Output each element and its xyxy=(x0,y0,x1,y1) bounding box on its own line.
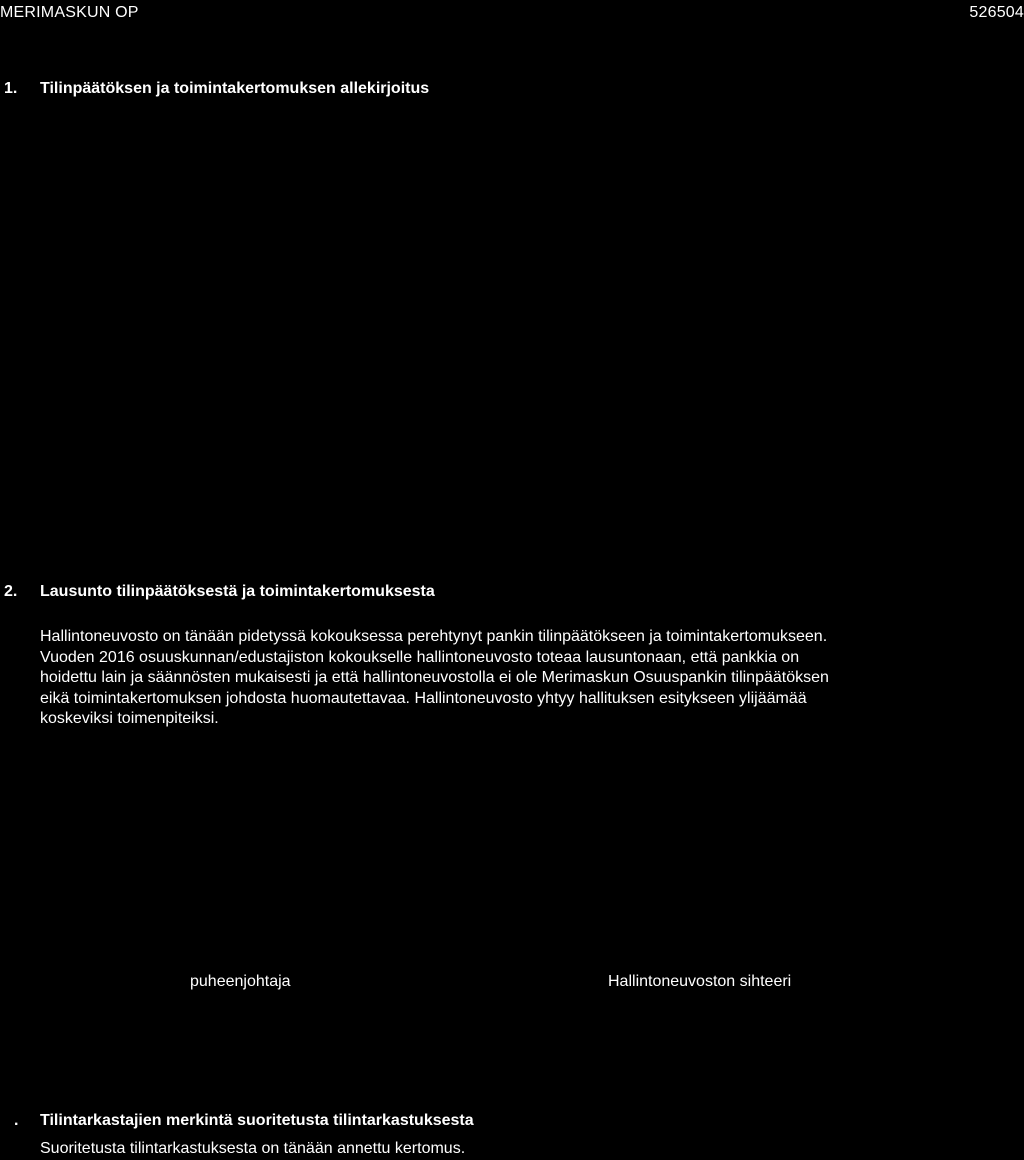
organization-name: MERIMASKUN OP xyxy=(0,4,139,21)
section-1-title: Tilinpäätöksen ja toimintakertomuksen allekirjoitus xyxy=(40,80,430,97)
section-2-paragraph xyxy=(40,627,829,730)
section-3-title: Tilintarkastajien merkintä suoritetusta tilintarkastuksesta xyxy=(40,1112,474,1129)
section-2-number: 2. xyxy=(4,583,18,600)
section-2-title: Lausunto tilinpäätöksestä ja toimintakertomuksesta xyxy=(40,583,435,600)
paragraph-line: Hallintoneuvosto on tänään pidetyssä kokouksessa perehtynyt pankin tilinpäätökseen ja toimintakertomukseen. xyxy=(40,628,828,645)
paragraph-line: Vuoden 2016 osuuskunnan/edustajiston kokoukselle hallintoneuvosto toteaa lausuntonaan, että pankkia on xyxy=(40,648,800,666)
paragraph-line: eikä toimintakertomuksen johdosta huomautettavaa. Hallintoneuvosto yhtyy hallituksen esitykseen ylijäämää xyxy=(40,689,807,707)
paragraph-line: hoidettu lain ja säännösten mukaisesti ja että hallintoneuvostolla ei ole Merimaskun Osuuspankin tilinpäätöksen xyxy=(40,669,829,686)
signature-secretary-label: Hallintoneuvoston sihteeri xyxy=(608,973,792,990)
section-1-number: 1. xyxy=(4,80,18,97)
signature-chair-label: puheenjohtaja xyxy=(190,973,291,990)
document-number: 526504 xyxy=(969,4,1024,21)
section-3-text: Suoritetusta tilintarkastuksesta on tänään annettu kertomus. xyxy=(40,1140,466,1157)
paragraph-line: koskeviksi toimenpiteiksi. xyxy=(40,710,219,727)
section-3-number: . xyxy=(14,1112,19,1129)
